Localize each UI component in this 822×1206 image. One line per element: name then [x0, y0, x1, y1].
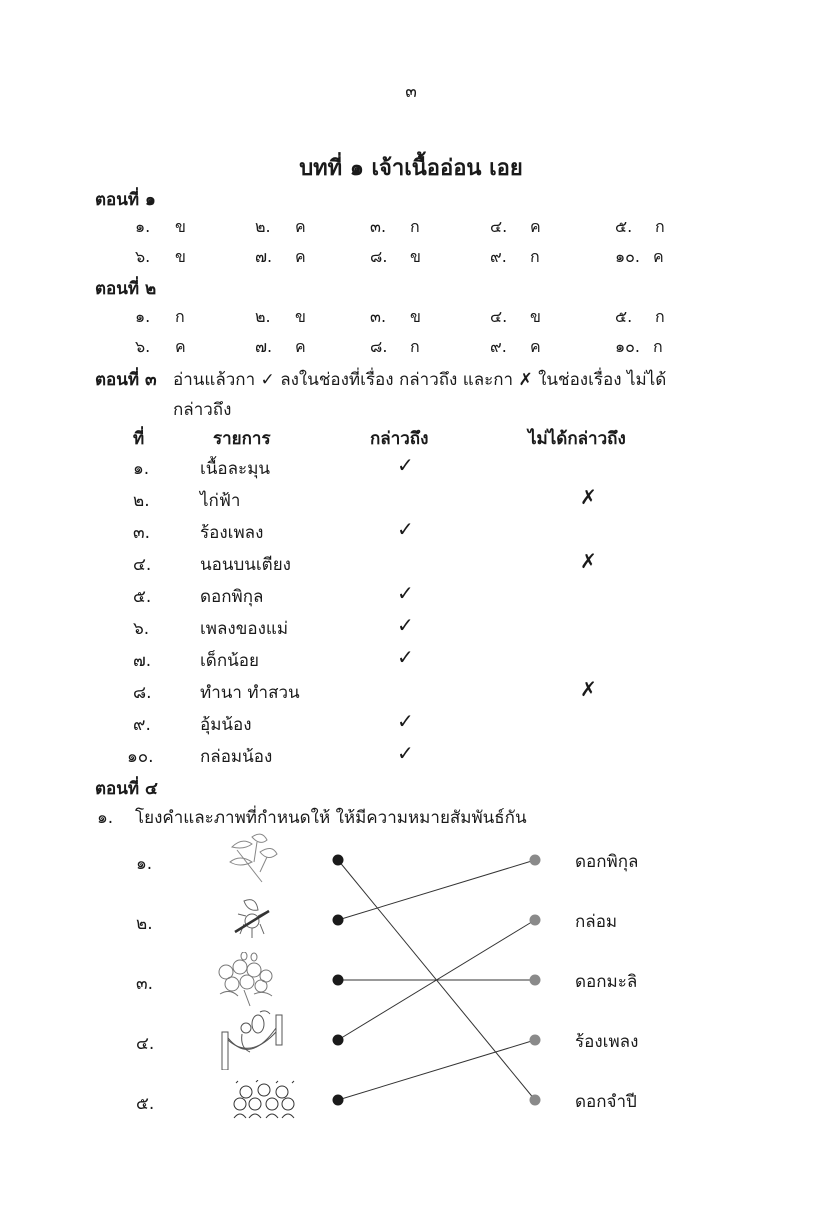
part3-heading: ตอนที่ ๓ — [95, 370, 157, 390]
connection-line — [338, 860, 535, 920]
answer-number: ๖. — [135, 247, 151, 266]
match-right-word: กล่อม — [575, 912, 618, 932]
right-dot — [530, 855, 541, 866]
col-header-mentioned: กล่าวถึง — [370, 429, 429, 449]
match-left-number: ๒. — [136, 914, 153, 934]
answer-number: ๗. — [255, 247, 273, 266]
part4-heading: ตอนที่ ๔ — [95, 779, 158, 799]
not-mentioned-mark: ✗ — [580, 549, 597, 573]
match-left-number: ๓. — [136, 974, 154, 994]
answer-choice: ก — [530, 247, 540, 266]
answer-choice: ค — [295, 217, 306, 236]
row-number: ๘. — [133, 683, 152, 703]
not-mentioned-mark: ✗ — [580, 485, 597, 509]
answer-number: ๒. — [255, 307, 271, 326]
row-item: ร้องเพลง — [200, 523, 264, 543]
part4-question-number: ๑. — [97, 808, 114, 828]
answer-choice: ก — [410, 337, 420, 356]
answer-choice: ข — [410, 247, 421, 266]
match-left-number: ๔. — [136, 1034, 155, 1054]
row-item: กล่อมน้อง — [200, 747, 273, 767]
match-right-word: ดอกมะลิ — [575, 972, 638, 992]
match-left-number: ๕. — [136, 1094, 155, 1114]
right-dot — [530, 915, 541, 926]
answer-number: ๗. — [255, 337, 273, 356]
answer-choice: ก — [655, 217, 665, 236]
chapter-title: บทที่ ๑ เจ้าเนื้ออ่อน เอย — [299, 156, 523, 181]
row-number: ๕. — [133, 587, 152, 607]
match-right-word: ร้องเพลง — [575, 1032, 639, 1052]
row-number: ๒. — [133, 491, 150, 511]
connection-line — [338, 1040, 535, 1100]
answer-choice: ก — [410, 217, 420, 236]
row-number: ๑๐. — [127, 747, 154, 767]
row-number: ๔. — [133, 555, 152, 575]
row-number: ๗. — [133, 651, 152, 671]
answer-choice: ข — [175, 217, 186, 236]
mentioned-mark: ✓ — [397, 517, 414, 541]
answer-choice: ข — [295, 307, 306, 326]
mentioned-mark: ✓ — [397, 741, 414, 765]
col-header-not-mentioned: ไม่ได้กล่าวถึง — [528, 429, 626, 449]
answer-choice: ก — [655, 307, 665, 326]
row-item: เด็กน้อย — [200, 651, 259, 671]
not-mentioned-mark: ✗ — [580, 677, 597, 701]
answer-number: ๓. — [370, 307, 387, 326]
left-dot — [333, 1095, 344, 1106]
row-item: ดอกพิกุล — [200, 587, 264, 607]
row-item: อุ้มน้อง — [200, 715, 252, 735]
row-item: เนื้อละมุน — [200, 459, 271, 479]
row-item: เพลงของแม่ — [200, 619, 289, 639]
mentioned-mark: ✓ — [397, 453, 414, 477]
page-number: ๓ — [405, 82, 417, 102]
answer-choice: ค — [175, 337, 186, 356]
mentioned-mark: ✓ — [397, 645, 414, 669]
answer-number: ๘. — [370, 247, 388, 266]
answer-number: ๙. — [490, 337, 507, 356]
answer-number: ๘. — [370, 337, 388, 356]
answer-number: ๖. — [135, 337, 151, 356]
right-dot — [530, 1095, 541, 1106]
part3-instruction-line2: กล่าวถึง — [173, 400, 232, 420]
answer-choice: ค — [530, 217, 541, 236]
mentioned-mark: ✓ — [397, 581, 414, 605]
part4-instruction: โยงคำและภาพที่กำหนดให้ ให้มีความหมายสัมพันธ์กัน — [135, 808, 527, 828]
right-dot — [530, 975, 541, 986]
answer-choice: ข — [410, 307, 421, 326]
answer-choice: ก — [653, 337, 663, 356]
answer-number: ๔. — [490, 307, 508, 326]
part1-heading: ตอนที่ ๑ — [95, 190, 156, 210]
answer-choice: ค — [530, 337, 541, 356]
answer-choice: ค — [295, 247, 306, 266]
answer-choice: ค — [295, 337, 306, 356]
answer-number: ๑. — [135, 307, 151, 326]
row-number: ๓. — [133, 523, 151, 543]
part3-instruction-line1: อ่านแล้วกา ✓ ลงในช่องที่เรื่อง กล่าวถึง และกา ✗ ในช่องเรื่อง ไม่ได้ — [173, 370, 667, 390]
answer-choice: ข — [175, 247, 186, 266]
left-dot — [333, 915, 344, 926]
answer-number: ๕. — [615, 217, 633, 236]
left-dot — [333, 855, 344, 866]
match-left-number: ๑. — [136, 854, 153, 874]
answer-number: ๒. — [255, 217, 271, 236]
row-number: ๑. — [133, 459, 150, 479]
row-item: ไก่ฟ้า — [200, 491, 241, 511]
col-header-number: ที่ — [133, 429, 145, 449]
answer-number: ๕. — [615, 307, 633, 326]
right-dot — [530, 1035, 541, 1046]
row-item: นอนบนเตียง — [200, 555, 291, 575]
part2-heading: ตอนที่ ๒ — [95, 279, 157, 299]
answer-number: ๑๐. — [615, 337, 641, 356]
mentioned-mark: ✓ — [397, 613, 414, 637]
answer-number: ๑. — [135, 217, 151, 236]
row-number: ๖. — [133, 619, 150, 639]
answer-choice: ค — [653, 247, 664, 266]
answer-number: ๙. — [490, 247, 507, 266]
left-dot — [333, 1035, 344, 1046]
answer-choice: ก — [175, 307, 185, 326]
answer-number: ๑๐. — [615, 247, 641, 266]
answer-number: ๓. — [370, 217, 387, 236]
answer-choice: ข — [530, 307, 541, 326]
left-dot — [333, 975, 344, 986]
match-right-word: ดอกพิกุล — [575, 852, 639, 872]
col-header-item: รายการ — [213, 429, 271, 449]
row-item: ทำนา ทำสวน — [200, 683, 300, 703]
match-right-word: ดอกจำปี — [575, 1092, 637, 1112]
answer-number: ๔. — [490, 217, 508, 236]
row-number: ๙. — [133, 715, 151, 735]
mentioned-mark: ✓ — [397, 709, 414, 733]
